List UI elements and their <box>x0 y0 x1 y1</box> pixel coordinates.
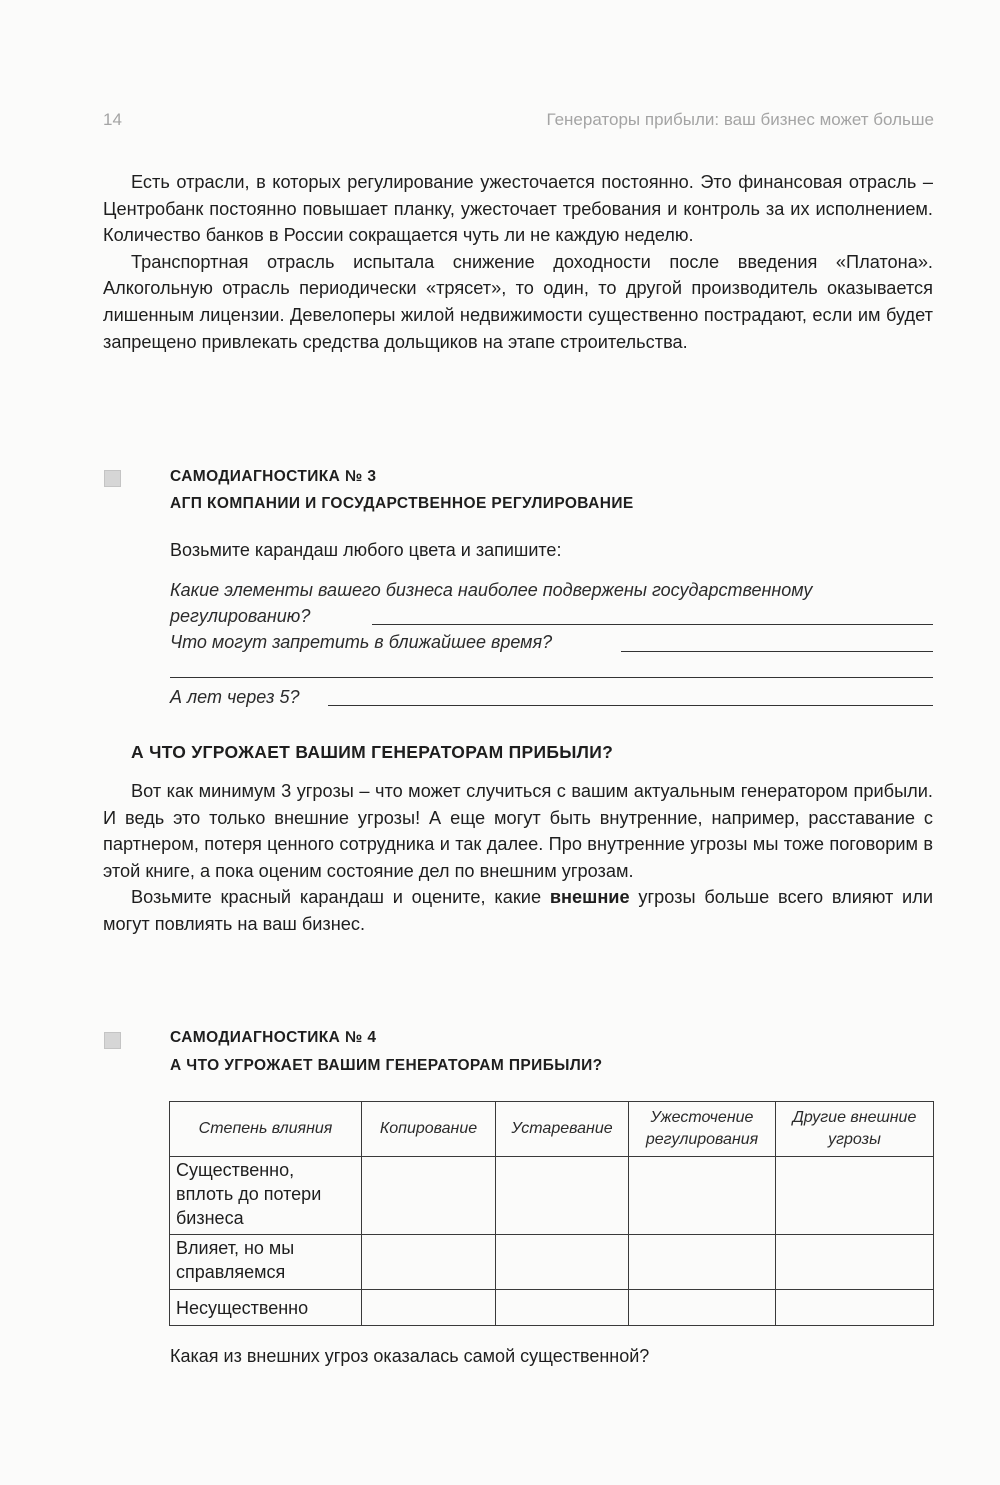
threats-paragraph-1: Вот как минимум 3 угрозы – что может случиться с вашим актуальным генератором прибыли. И ведь это только внешние угрозы! А еще могут быть внутренние, например, расставание с партнером, потеря ценного сотрудника и так далее. Про внутренние угрозы мы тоже поговорим в этой книге, а пока оценим состояние дел по внешним угрозам. <box>103 781 933 881</box>
table-cell[interactable] <box>362 1235 496 1290</box>
emphasis-external: внешние <box>549 887 630 908</box>
table-cell[interactable] <box>776 1290 934 1326</box>
column-header-obsolescence: Устаревание <box>496 1102 629 1157</box>
table-row <box>170 1157 934 1235</box>
table-cell[interactable] <box>629 1290 776 1326</box>
table-row <box>170 1290 934 1326</box>
answer-line-3[interactable] <box>170 677 933 678</box>
column-header-regulation: Ужесточение регулирования <box>629 1102 776 1157</box>
question-1-line-1: Какие элементы вашего бизнеса наиболее подвержены государственному <box>170 580 813 600</box>
page-number: 14 <box>103 110 122 129</box>
table-cell[interactable] <box>496 1235 629 1290</box>
threats-p2-start: Возьмите красный карандаш и оцените, какие <box>131 887 550 908</box>
self-diagnostics-icon <box>104 1032 121 1049</box>
column-header-other-threats: Другие внешние угрозы <box>776 1102 934 1157</box>
row-label: Существенно, вплоть до потери бизнеса <box>170 1157 362 1235</box>
column-header-copying: Копирование <box>362 1102 496 1157</box>
intro-paragraph-1: Есть отрасли, в которых регулирование ужесточается постоянно. Это финансовая отрасль – Центробанк постоянно повышает планку, ужесточает требования и контроль за их исполнением. Количество банков в России сокращается чуть ли не каждую неделю. <box>103 172 933 246</box>
intro-text <box>103 169 933 355</box>
table-row <box>170 1235 934 1290</box>
table-cell[interactable] <box>776 1157 934 1235</box>
table-cell[interactable] <box>629 1235 776 1290</box>
self-diagnostics-3-title: САМОДИАГНОСТИКА № 3 <box>170 468 377 485</box>
threats-p2-end: угрозы больше всего влияют или могут повлиять на ваш бизнес. <box>103 887 933 934</box>
table-cell[interactable] <box>362 1157 496 1235</box>
self-diagnostics-4-title: САМОДИАГНОСТИКА № 4 <box>170 1029 377 1046</box>
answer-line-1[interactable] <box>372 624 933 625</box>
column-header-impact: Степень влияния <box>170 1102 362 1157</box>
page-header <box>103 110 934 134</box>
threats-text <box>103 778 933 938</box>
self-diagnostics-4-subtitle: А ЧТО УГРОЖАЕТ ВАШИМ ГЕНЕРАТОРАМ ПРИБЫЛИ? <box>170 1057 603 1074</box>
answer-line-4[interactable] <box>328 705 933 706</box>
self-diagnostics-icon <box>104 470 121 487</box>
running-title: Генераторы прибыли: ваш бизнес может больше <box>546 110 934 129</box>
threats-table <box>169 1101 934 1326</box>
table-cell[interactable] <box>629 1157 776 1235</box>
section-heading: А ЧТО УГРОЖАЕТ ВАШИМ ГЕНЕРАТОРАМ ПРИБЫЛИ? <box>131 742 614 762</box>
question-2: Что могут запретить в ближайшее время? <box>170 632 553 652</box>
table-cell[interactable] <box>496 1157 629 1235</box>
question-1-line-2: регулированию? <box>170 606 311 626</box>
row-label: Несущественно <box>170 1290 362 1326</box>
self-diagnostics-3-subtitle: АГП КОМПАНИИ И ГОСУДАРСТВЕННОЕ РЕГУЛИРОВАНИЕ <box>170 495 634 512</box>
table-cell[interactable] <box>776 1235 934 1290</box>
answer-line-2[interactable] <box>621 651 933 652</box>
threats-paragraph-2 <box>103 884 933 937</box>
row-label: Влияет, но мы справляемся <box>170 1235 362 1290</box>
table-cell[interactable] <box>362 1290 496 1326</box>
final-question: Какая из внешних угроз оказалась самой существенной? <box>170 1346 650 1366</box>
table-cell[interactable] <box>496 1290 629 1326</box>
intro-paragraph-2: Транспортная отрасль испытала снижение доходности после введения «Платона». Алкогольную отрасль периодически «трясет», то один, то другой производитель оказывается лишенным лицензии. Девелоперы жилой недвижимости существенно пострадают, если им будет запрещено привлекать средства дольщиков на этапе строительства. <box>103 251 933 352</box>
self-diagnostics-3-prompt: Возьмите карандаш любого цвета и запишите: <box>170 540 562 560</box>
question-3: А лет через 5? <box>170 687 300 707</box>
table-header-row <box>170 1102 934 1157</box>
